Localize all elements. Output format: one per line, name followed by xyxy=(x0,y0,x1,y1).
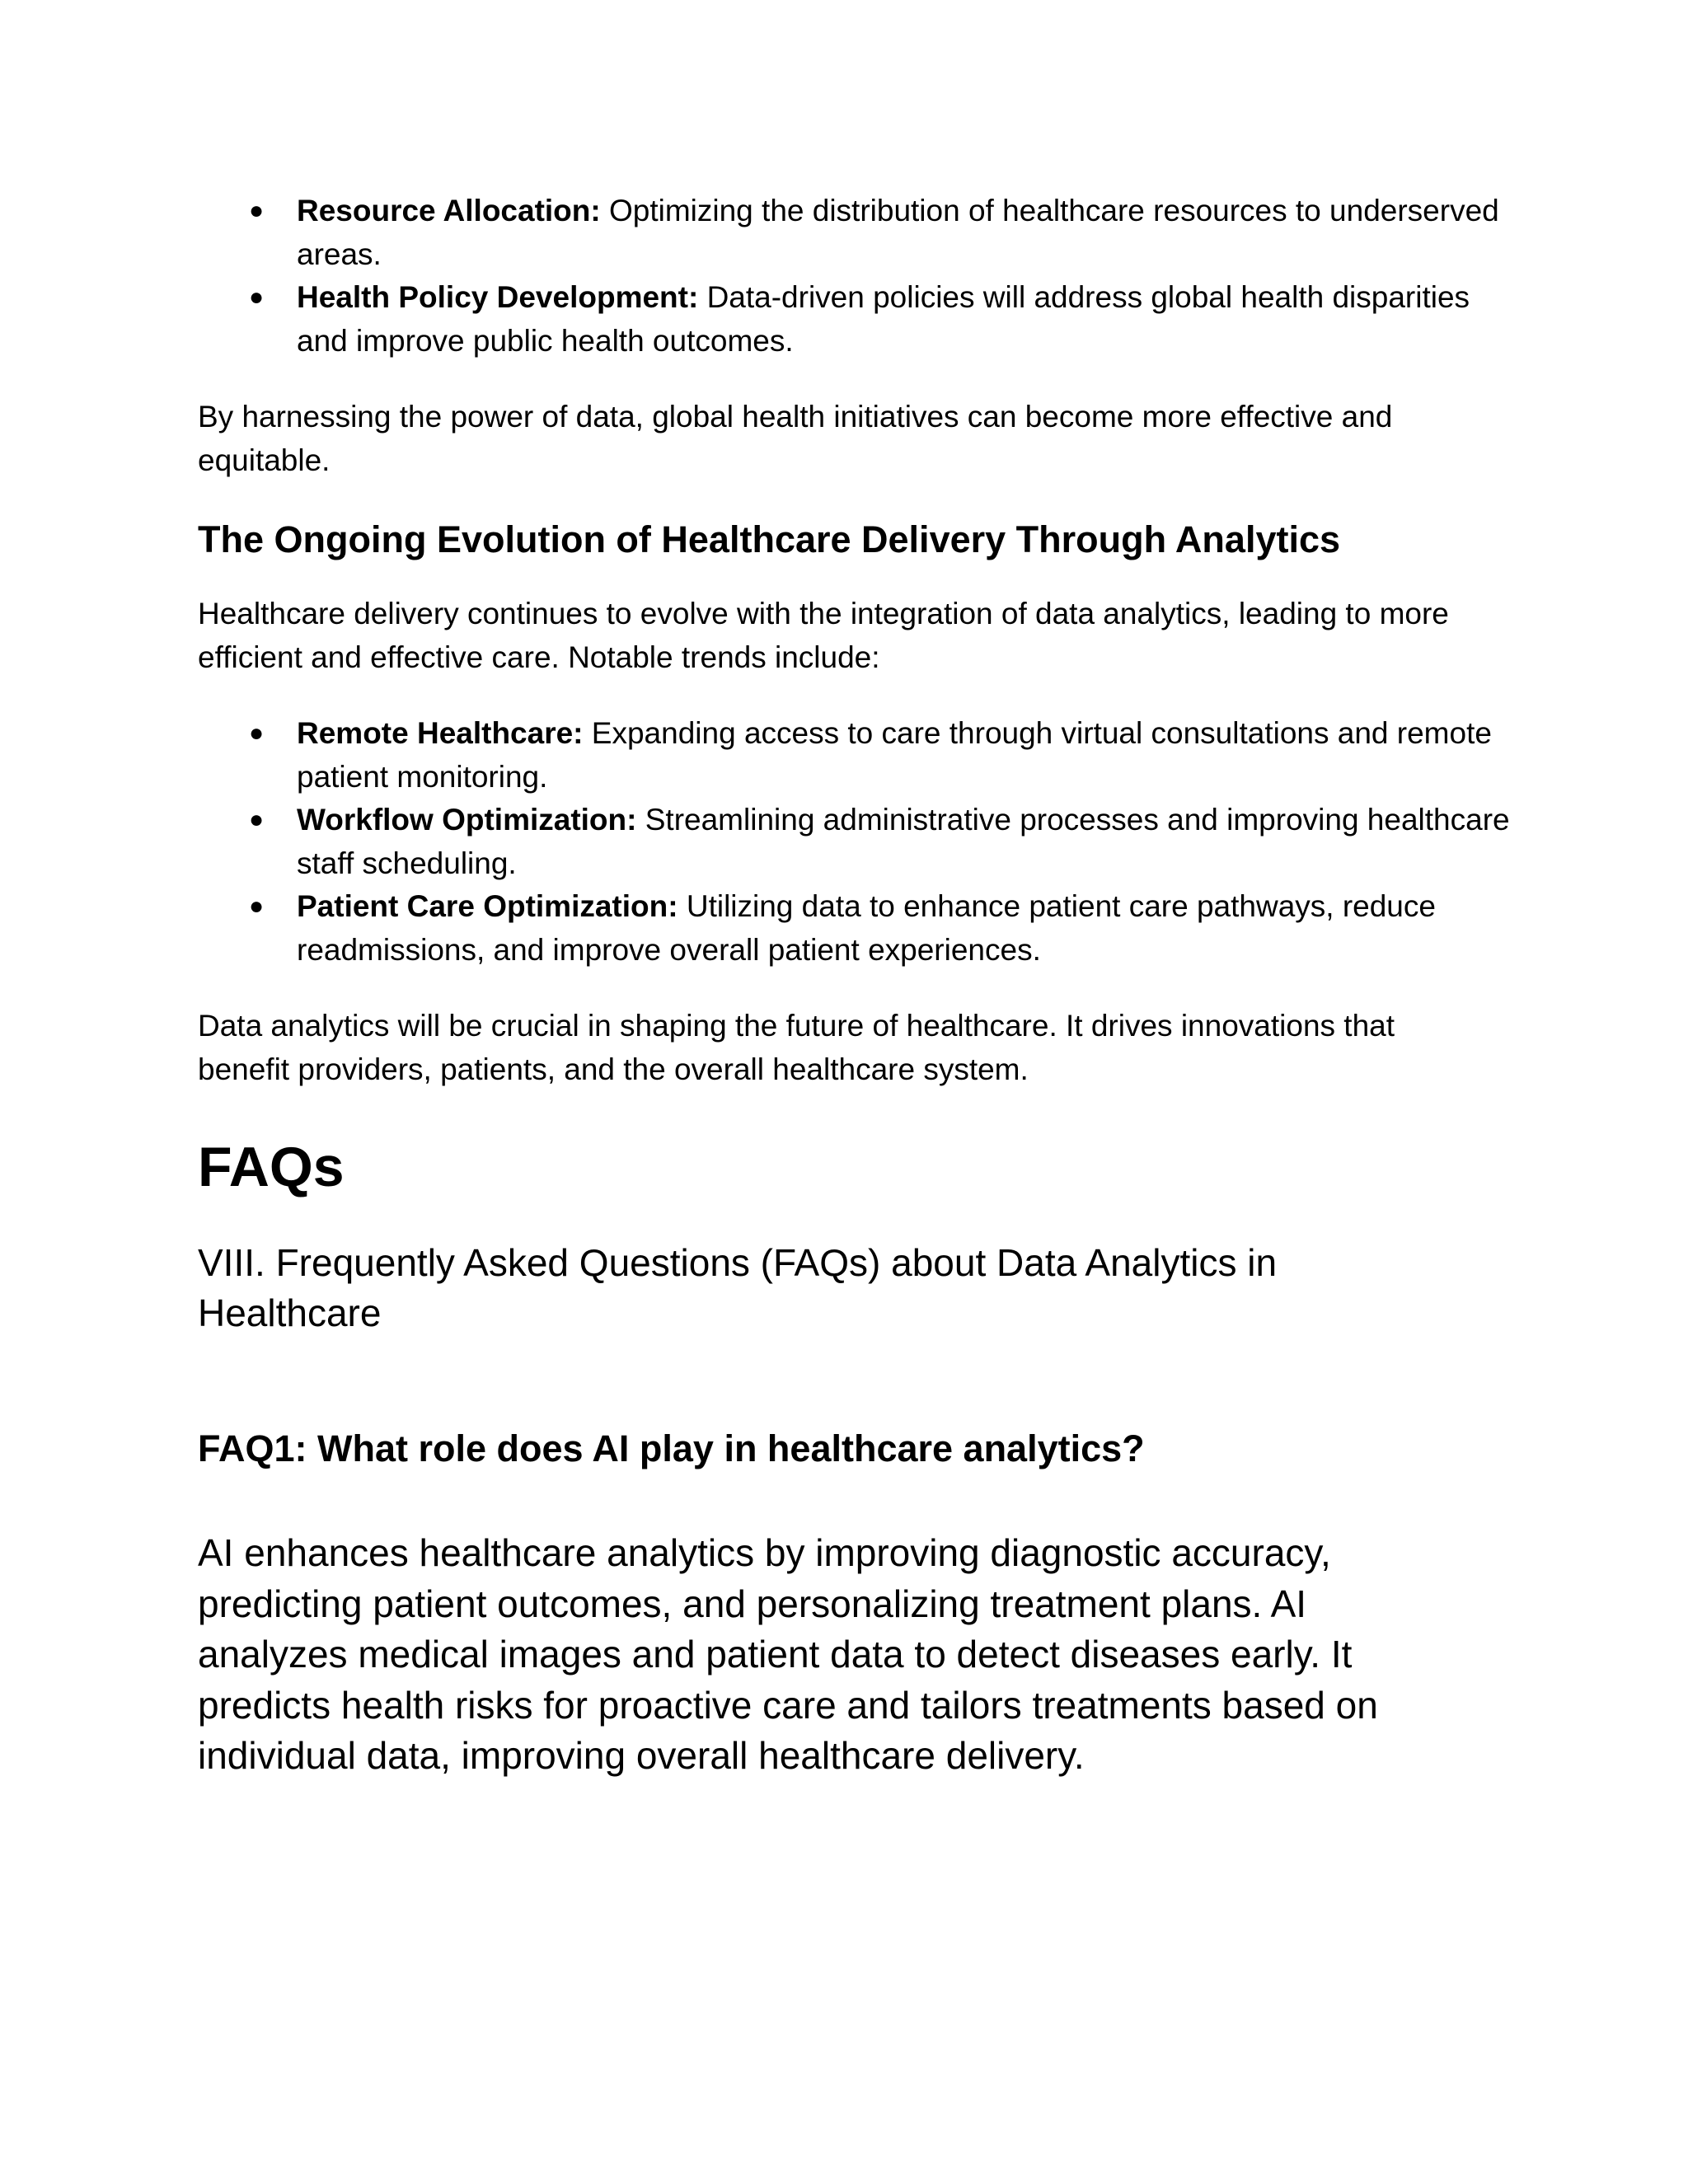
list-item xyxy=(198,276,1508,363)
list-item xyxy=(198,799,1517,885)
faqs-heading: FAQs xyxy=(198,1136,345,1198)
bullet-list-global-health xyxy=(198,190,1508,363)
bullet-list-trends xyxy=(198,712,1517,972)
bullet-icon: ● xyxy=(249,806,265,833)
list-item-text: Expanding access to care through virtual consultations and remote patient monitoring. xyxy=(297,716,1492,794)
list-item-text: Data-driven policies will address global health disparities and improve public health outcomes. xyxy=(297,280,1470,358)
list-item-text: Utilizing data to enhance patient care pathways, reduce readmissions, and improve overall patient experiences. xyxy=(297,889,1436,967)
paragraph-data-power: By harnessing the power of data, global health initiatives can become more effective and equitable. xyxy=(198,400,1393,477)
bullet-icon: ● xyxy=(249,197,265,224)
faqs-subtitle: VIII. Frequently Asked Questions (FAQs) about Data Analytics in Healthcare xyxy=(198,1241,1278,1334)
list-item xyxy=(198,190,1508,276)
document-page xyxy=(198,190,1510,1782)
section-heading: The Ongoing Evolution of Healthcare Delivery Through Analytics xyxy=(198,518,1341,560)
faq-question: FAQ1: What role does AI play in healthcare analytics? xyxy=(198,1427,1145,1469)
paragraph-conclusion: Data analytics will be crucial in shaping the future of healthcare. It drives innovations that benefit providers, patients, and the overall healthcare system. xyxy=(198,1009,1395,1086)
bullet-icon: ● xyxy=(249,719,265,747)
paragraph-trends-intro: Healthcare delivery continues to evolve with the integration of data analytics, leading to more efficient and effective care. Notable trends include: xyxy=(198,597,1449,674)
list-item-term: Workflow Optimization: xyxy=(297,803,637,837)
list-item xyxy=(198,885,1517,972)
list-item-term: Resource Allocation: xyxy=(297,194,601,227)
bullet-icon: ● xyxy=(249,284,265,311)
list-item-text: Streamlining administrative processes and improving healthcare staff scheduling. xyxy=(297,803,1510,880)
list-item-text: Optimizing the distribution of healthcare resources to underserved areas. xyxy=(297,194,1499,271)
list-item-term: Remote Healthcare: xyxy=(297,716,584,750)
list-item xyxy=(198,712,1517,799)
faq-answer: AI enhances healthcare analytics by improving diagnostic accuracy, predicting patient outcomes, and personalizing treatment plans. AI analyzes medical images and patient data to detect diseases early. It predicts health risks for proactive care and tailors treatments based on individual data, improving overall healthcare delivery. xyxy=(198,1531,1378,1777)
bullet-icon: ● xyxy=(249,893,265,920)
list-item-term: Health Policy Development: xyxy=(297,280,699,314)
list-item-term: Patient Care Optimization: xyxy=(297,889,678,923)
